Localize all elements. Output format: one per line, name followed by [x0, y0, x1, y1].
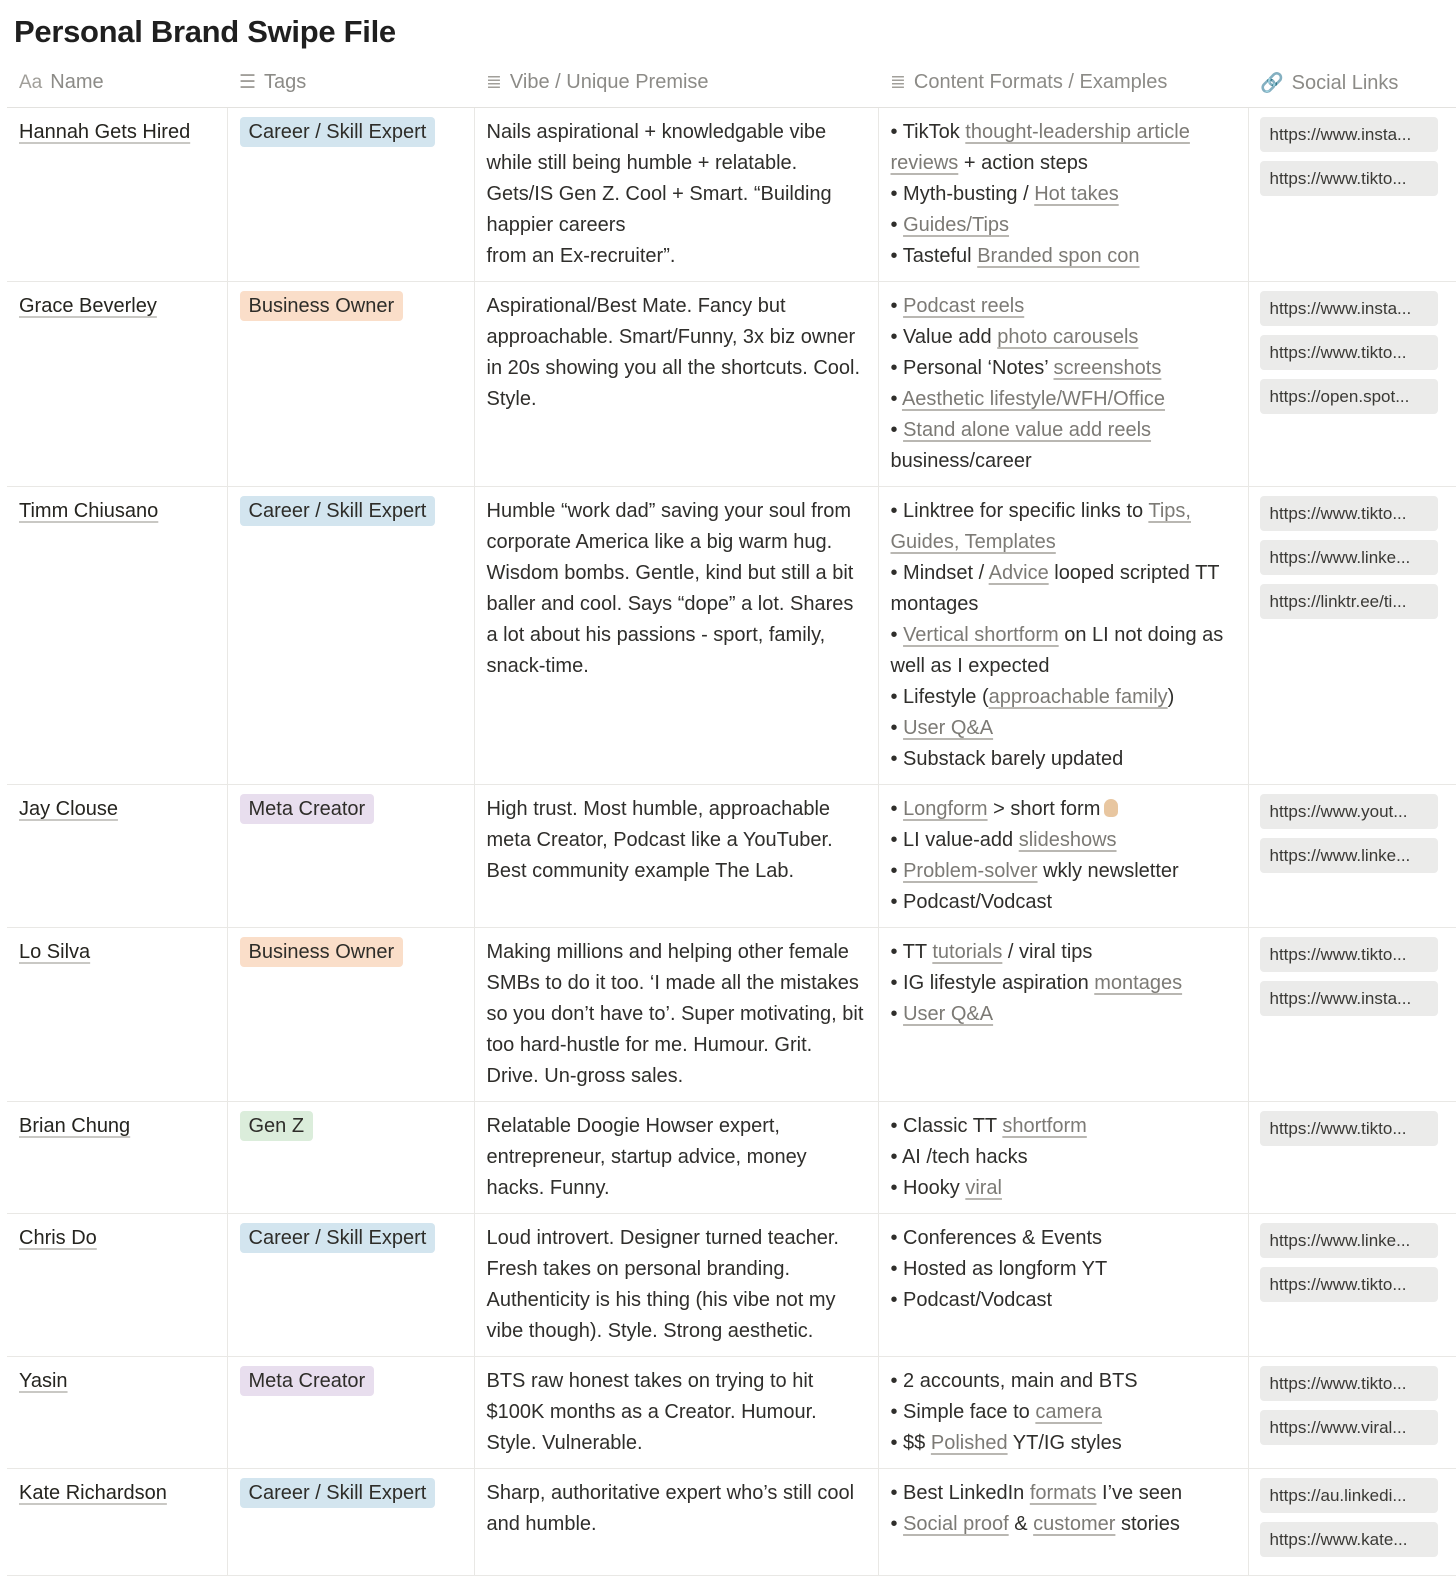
inline-link[interactable]: Podcast reels [903, 295, 1025, 317]
cell-name [7, 1469, 227, 1576]
format-text: I’ve seen [1096, 1482, 1183, 1504]
cell-formats [878, 1357, 1248, 1469]
url-chip[interactable]: https://www.linke... [1260, 838, 1438, 873]
format-text: stories [1115, 1513, 1180, 1535]
column-header-vibe[interactable] [474, 58, 878, 108]
format-bullet [891, 1173, 1237, 1204]
cell-social-links [1248, 785, 1456, 928]
cell-name [7, 1102, 227, 1214]
format-bullet [891, 179, 1237, 210]
cell-formats [878, 487, 1248, 785]
url-chip[interactable]: https://open.spot... [1260, 379, 1438, 414]
format-bullet [891, 291, 1237, 322]
inline-link[interactable]: Longform [903, 798, 988, 820]
inline-link[interactable]: camera [1035, 1401, 1103, 1423]
table-row [7, 928, 1456, 1102]
inline-link[interactable]: Polished [930, 1432, 1008, 1454]
format-text: • Personal ‘Notes’ [890, 357, 1054, 379]
list-property-icon: ☰ [239, 72, 257, 93]
url-chip[interactable]: https://linktr.ee/ti... [1260, 584, 1438, 619]
cell-vibe [474, 1214, 878, 1357]
url-chip[interactable]: https://www.linke... [1260, 1223, 1438, 1258]
table-row [7, 108, 1456, 282]
row-title-link[interactable]: Jay Clouse [19, 798, 118, 820]
inline-link[interactable]: formats [1029, 1482, 1097, 1504]
cell-tags [227, 1469, 474, 1576]
column-label: Content Formats / Examples [913, 71, 1168, 93]
format-text: business/career [890, 450, 1032, 472]
inline-link[interactable]: Hot takes [1034, 183, 1119, 205]
url-chip[interactable]: https://www.insta... [1260, 981, 1438, 1016]
format-text: • Podcast/Vodcast [890, 1289, 1053, 1311]
cell-social-links [1248, 1214, 1456, 1357]
cell-tags [227, 487, 474, 785]
format-bullet [891, 558, 1237, 620]
format-text: • Myth-busting / [890, 183, 1035, 205]
inline-link[interactable]: thought-leadership article reviews [890, 121, 1190, 174]
url-chip[interactable]: https://au.linkedi... [1260, 1478, 1438, 1513]
format-text: / viral tips [1002, 941, 1093, 963]
format-text: • Value add [890, 326, 998, 348]
format-text: • [890, 419, 904, 441]
cell-name [7, 785, 227, 928]
cell-tags [227, 1102, 474, 1214]
format-bullet [891, 999, 1237, 1030]
format-text: • Conferences & Events [890, 1227, 1103, 1249]
format-bullet [891, 1285, 1237, 1316]
cell-vibe [474, 1102, 878, 1214]
format-text: • Substack barely updated [890, 748, 1124, 770]
format-bullet [891, 322, 1237, 353]
tag-badge[interactable]: Gen Z [240, 1111, 314, 1141]
format-text: • [890, 798, 904, 820]
paperclip-icon: 🔗 [1260, 72, 1284, 94]
cell-social-links [1248, 282, 1456, 487]
cell-name [7, 928, 227, 1102]
inline-link[interactable]: screenshots [1053, 357, 1162, 379]
cell-formats [878, 1469, 1248, 1576]
format-text: • Podcast/Vodcast [890, 891, 1053, 913]
table-row [7, 487, 1456, 785]
format-text: • Hosted as longform YT [890, 1258, 1108, 1280]
format-text: • TT [890, 941, 933, 963]
format-bullet [891, 620, 1237, 682]
cell-vibe [474, 1469, 878, 1576]
format-text: looped scripted TT montages [890, 562, 1220, 615]
format-text: YT/IG styles [1007, 1432, 1122, 1454]
cell-vibe [474, 928, 878, 1102]
inline-link[interactable]: shortform [1002, 1115, 1087, 1137]
row-title-link[interactable]: Yasin [19, 1370, 68, 1392]
format-text: • [890, 717, 904, 739]
text-property-icon: Aa [19, 72, 43, 93]
format-bullet [891, 968, 1237, 999]
tag-badge[interactable]: Career / Skill Expert [240, 1223, 436, 1253]
inline-link[interactable]: User Q&A [903, 1003, 994, 1025]
format-bullet [891, 1509, 1237, 1540]
inline-link[interactable]: photo carousels [997, 326, 1139, 348]
database-table [7, 58, 1456, 1576]
format-text: • [890, 1513, 904, 1535]
cell-social-links [1248, 1357, 1456, 1469]
column-header-tags[interactable] [227, 58, 474, 108]
format-bullet [891, 1142, 1237, 1173]
vibe-text: High trust. Most humble, approachable meta Creator, Podcast like a YouTuber. Best community example The Lab. [486, 798, 833, 882]
inline-link[interactable]: customer [1033, 1513, 1116, 1535]
table-row [7, 282, 1456, 487]
url-chip[interactable]: https://www.linke... [1260, 540, 1438, 575]
format-text: • $$ [890, 1432, 931, 1454]
format-bullet [891, 1478, 1237, 1509]
format-bullet [891, 744, 1237, 775]
format-bullet [891, 937, 1237, 968]
table-row [7, 1469, 1456, 1576]
format-bullet [891, 682, 1237, 713]
cell-name [7, 108, 227, 282]
format-text: • [890, 1003, 904, 1025]
url-chip[interactable]: https://www.tikto... [1260, 1111, 1438, 1146]
cell-formats [878, 785, 1248, 928]
tag-badge[interactable]: Career / Skill Expert [240, 1478, 436, 1508]
table-row [7, 785, 1456, 928]
format-text: • [890, 295, 904, 317]
format-text: + action steps [958, 152, 1088, 174]
url-chip[interactable]: https://www.yout... [1260, 794, 1438, 829]
url-chip[interactable]: https://www.viral... [1260, 1410, 1438, 1445]
format-bullet [891, 887, 1237, 918]
ok-hand-emoji-icon [1104, 799, 1118, 817]
vibe-text: Loud introvert. Designer turned teacher. Fresh takes on personal branding. Authenticity is his thing (his vibe not my vibe though). Style. Strong aesthetic. [486, 1227, 839, 1342]
vibe-text: Relatable Doogie Howser expert, entrepreneur, startup advice, money hacks. Funny. [486, 1115, 807, 1199]
cell-formats [878, 928, 1248, 1102]
format-text: • Linktree for specific links to [890, 500, 1149, 522]
format-text: > short form [987, 798, 1101, 820]
format-bullet [891, 1428, 1237, 1459]
format-bullet [891, 1111, 1237, 1142]
cell-tags [227, 785, 474, 928]
format-bullet [891, 794, 1237, 825]
column-label: Name [50, 71, 104, 93]
inline-link[interactable]: montages [1094, 972, 1183, 994]
format-text: • [890, 860, 904, 882]
url-chip[interactable]: https://www.kate... [1260, 1522, 1438, 1557]
format-text: • IG lifestyle aspiration [890, 972, 1095, 994]
vibe-text: Humble “work dad” saving your soul from corporate America like a big warm hug. Wisdom bombs. Gentle, kind but still a bit baller and cool. Says “dope” a lot. Shares a lot about his passions - sport, family, snack-time. [486, 500, 854, 677]
inline-link[interactable]: User Q&A [903, 717, 994, 739]
format-text: ) [1167, 686, 1175, 708]
format-text: • Simple face to [890, 1401, 1036, 1423]
inline-link[interactable]: Aesthetic lifestyle/WFH/Office [901, 388, 1166, 410]
url-chip[interactable]: https://www.tikto... [1260, 161, 1438, 196]
vibe-text: Aspirational/Best Mate. Fancy but approachable. Smart/Funny, 3x biz owner in 20s showing you all the shortcuts. Cool. Style. [486, 295, 861, 410]
format-bullet [891, 384, 1237, 415]
cell-name [7, 1357, 227, 1469]
row-title-link[interactable]: Timm Chiusano [19, 500, 159, 522]
vibe-text: Sharp, authoritative expert who’s still cool and humble. [486, 1482, 855, 1535]
table-row [7, 1102, 1456, 1214]
inline-link[interactable]: viral [965, 1177, 1002, 1199]
cell-formats [878, 1214, 1248, 1357]
format-bullet [891, 415, 1237, 477]
format-bullet [891, 713, 1237, 744]
format-bullet [891, 241, 1237, 272]
cell-social-links [1248, 487, 1456, 785]
cell-vibe [474, 282, 878, 487]
inline-link[interactable]: tutorials [932, 941, 1003, 963]
format-bullet [891, 210, 1237, 241]
format-bullet [891, 117, 1237, 179]
inline-link[interactable]: slideshows [1018, 829, 1117, 851]
table-row [7, 1357, 1456, 1469]
cell-tags [227, 928, 474, 1102]
format-text: wkly newsletter [1037, 860, 1179, 882]
url-chip[interactable]: https://www.tikto... [1260, 1267, 1438, 1302]
format-text: • Classic TT [890, 1115, 1003, 1137]
cell-social-links [1248, 928, 1456, 1102]
format-bullet [891, 1397, 1237, 1428]
vibe-text: BTS raw honest takes on trying to hit $100K months as a Creator. Humour. Style. Vulnerable. [486, 1370, 817, 1454]
column-label: Tags [264, 71, 307, 93]
cell-social-links [1248, 1102, 1456, 1214]
vibe-text: Making millions and helping other female SMBs to do it too. ‘I made all the mistakes so you don’t have to’. Super motivating, bit too hard-hustle for me. Humour. Grit. Drive. Un-gross sales. [486, 941, 864, 1087]
tag-badge[interactable]: Business Owner [240, 937, 404, 967]
vibe-text: Nails aspirational + knowledgable vibe while still being humble + relatable. Gets/IS Gen Z. Cool + Smart. “Building happier careers from an Ex-recruiter”. [486, 121, 832, 267]
cell-formats [878, 1102, 1248, 1214]
cell-social-links [1248, 108, 1456, 282]
url-chip[interactable]: https://www.tikto... [1260, 496, 1438, 531]
format-text: • Lifestyle ( [890, 686, 989, 708]
column-header-formats[interactable] [878, 58, 1248, 108]
tag-badge[interactable]: Meta Creator [240, 794, 375, 824]
format-text: • Mindset / [890, 562, 989, 584]
tag-badge[interactable]: Meta Creator [240, 1366, 375, 1396]
cell-vibe [474, 785, 878, 928]
cell-formats [878, 282, 1248, 487]
format-text: • Tasteful [890, 245, 978, 267]
format-text: • [890, 214, 904, 236]
inline-link[interactable]: Branded spon con [977, 245, 1140, 267]
column-header-name[interactable] [7, 58, 227, 108]
cell-name [7, 1214, 227, 1357]
cell-name [7, 487, 227, 785]
tag-badge[interactable]: Career / Skill Expert [240, 117, 436, 147]
table-header-row [7, 58, 1456, 108]
cell-social-links [1248, 1469, 1456, 1576]
cell-vibe [474, 1357, 878, 1469]
page-title: Personal Brand Swipe File [14, 14, 396, 49]
table-row [7, 1214, 1456, 1357]
url-chip[interactable]: https://www.tikto... [1260, 335, 1438, 370]
inline-link[interactable]: Advice [988, 562, 1049, 584]
url-chip[interactable]: https://www.tikto... [1260, 1366, 1438, 1401]
tag-badge[interactable]: Career / Skill Expert [240, 496, 436, 526]
format-text: • TikTok [890, 121, 966, 143]
inline-link[interactable]: Problem-solver [903, 860, 1038, 882]
cell-tags [227, 282, 474, 487]
inline-link[interactable]: Vertical shortform [903, 624, 1059, 646]
cell-name [7, 282, 227, 487]
format-bullet [891, 1223, 1237, 1254]
cell-vibe [474, 487, 878, 785]
row-title-link[interactable]: Kate Richardson [19, 1482, 167, 1504]
inline-link[interactable]: approachable family [988, 686, 1168, 708]
inline-link[interactable]: Guides/Tips [903, 214, 1010, 236]
column-label: Vibe / Unique Premise [509, 71, 709, 93]
format-text: • Best LinkedIn [890, 1482, 1030, 1504]
format-bullet [891, 1254, 1237, 1285]
format-text: • AI /tech hacks [890, 1146, 1028, 1168]
url-chip[interactable]: https://www.insta... [1260, 291, 1438, 326]
format-bullet [891, 1366, 1237, 1397]
row-title-link[interactable]: Grace Beverley [19, 295, 157, 317]
url-chip[interactable]: https://www.tikto... [1260, 937, 1438, 972]
format-bullet [891, 825, 1237, 856]
format-text: • [890, 388, 902, 410]
cell-tags [227, 1214, 474, 1357]
format-text: • Hooky [890, 1177, 966, 1199]
inline-link[interactable]: Social proof [903, 1513, 1009, 1535]
format-text: & [1008, 1513, 1034, 1535]
format-text: • LI value-add [890, 829, 1019, 851]
inline-link[interactable]: Tips, Guides, Templates [890, 500, 1191, 553]
cell-tags [227, 108, 474, 282]
cell-formats [878, 108, 1248, 282]
text-lines-icon: ≣ [890, 72, 906, 93]
format-bullet [891, 353, 1237, 384]
tag-badge[interactable]: Business Owner [240, 291, 404, 321]
format-text: on LI not doing as well as I expected [890, 624, 1224, 677]
format-text: • 2 accounts, main and BTS [890, 1370, 1138, 1392]
text-lines-icon: ≣ [486, 72, 502, 93]
row-title-link[interactable]: Chris Do [19, 1227, 97, 1249]
row-title-link[interactable]: Hannah Gets Hired [19, 121, 191, 143]
url-chip[interactable]: https://www.insta... [1260, 117, 1438, 152]
format-bullet [891, 856, 1237, 887]
format-text: • [890, 624, 904, 646]
row-title-link[interactable]: Lo Silva [19, 941, 91, 963]
row-title-link[interactable]: Brian Chung [19, 1115, 131, 1137]
inline-link[interactable]: Stand alone value add reels [903, 419, 1152, 441]
cell-vibe [474, 108, 878, 282]
format-bullet [891, 496, 1237, 558]
column-header-social-links[interactable] [1248, 58, 1456, 108]
cell-tags [227, 1357, 474, 1469]
column-label: Social Links [1291, 71, 1399, 94]
